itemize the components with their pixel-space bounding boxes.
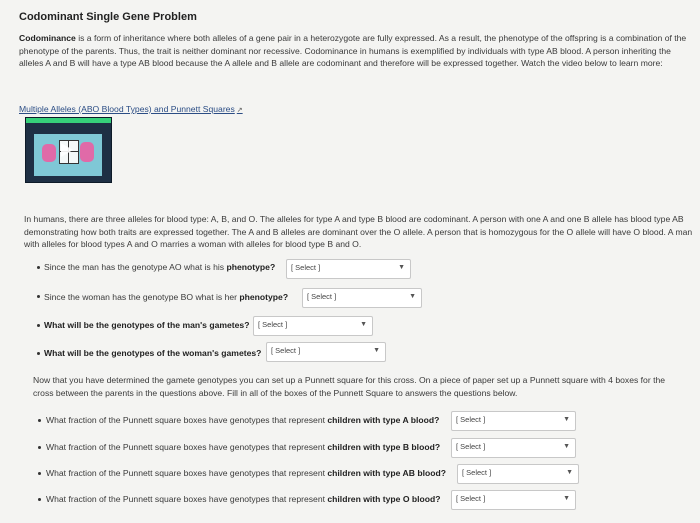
- question-type-a-fraction: What fraction of the Punnett square boxes have genotypes that represent children with type A blood?: [46, 415, 440, 425]
- bullet-icon: [37, 266, 40, 269]
- bullet-icon: [37, 324, 40, 327]
- cartoon-character-right: [80, 142, 94, 162]
- chevron-down-icon: ▼: [566, 469, 573, 476]
- question-type-b-fraction: What fraction of the Punnett square boxes have genotypes that represent children with type B blood?: [46, 442, 441, 452]
- woman-phenotype-select[interactable]: [ Select ] ▼: [302, 288, 422, 308]
- man-phenotype-select[interactable]: [ Select ] ▼: [286, 259, 411, 279]
- question-type-o-fraction: What fraction of the Punnett square boxes have genotypes that represent children with type O blood?: [46, 494, 441, 504]
- question-man-phenotype: Since the man has the genotype AO what is his phenotype?: [44, 262, 276, 272]
- man-gametes-select[interactable]: [ Select ] ▼: [253, 316, 373, 336]
- video-header-stripe: [26, 118, 111, 123]
- intro-text: is a form of inheritance where both alleles of a gene pair in a heterozygote are fully expressed. As a result, the phenotype of the offspring is a combination of the phenotype of the parents. Thus, the trait is neither dominant nor recessive. Codominance in humans is exemplified by individuals with type AB blood. A person inheriting the alleles A and B will have a type AB blood because the A allele and B allele are codominant and therefore will be expressed together. Watch the video below to learn more:: [19, 33, 687, 68]
- type-a-fraction-select[interactable]: [ Select ] ▼: [451, 411, 576, 431]
- page-title: Codominant Single Gene Problem: [19, 11, 197, 23]
- intro-term: Codominance: [19, 33, 76, 43]
- chevron-down-icon: ▼: [563, 443, 570, 450]
- question-woman-gametes: What will be the genotypes of the woman's gametes?: [44, 348, 262, 358]
- video-link-label[interactable]: Multiple Alleles (ABO Blood Types) and Punnett Squares: [19, 104, 235, 114]
- chevron-down-icon: ▼: [409, 293, 416, 300]
- chevron-down-icon: ▼: [360, 321, 367, 328]
- bullet-icon: [38, 419, 41, 422]
- blood-type-paragraph: In humans, there are three alleles for blood type: A, B, and O. The alleles for type A and type B blood are codominant. A person with one A and one B allele has blood type AB demonstrating how both traits are expressed together. The A and B alleles are dominant over the O allele. A person that is homozygous for the O allele will have O blood. A man with alleles for blood types A and O marries a woman with alleles for blood type B and O.: [24, 214, 693, 249]
- play-icon: [61, 143, 73, 157]
- question-woman-phenotype: Since the woman has the genotype BO what is her phenotype?: [44, 292, 289, 302]
- type-ab-fraction-select[interactable]: [ Select ] ▼: [457, 464, 579, 484]
- video-link[interactable]: [19, 104, 243, 114]
- type-o-fraction-select[interactable]: [ Select ] ▼: [451, 490, 576, 510]
- cartoon-character-left: [42, 144, 56, 162]
- external-link-icon: ↗: [236, 107, 243, 114]
- question-type-ab-fraction: What fraction of the Punnett square boxes have genotypes that represent children with type AB blood?: [46, 468, 446, 478]
- bullet-icon: [38, 498, 41, 501]
- chevron-down-icon: ▼: [563, 495, 570, 502]
- intro-paragraph: [19, 32, 689, 70]
- question-man-gametes: What will be the genotypes of the man's gametes?: [44, 320, 250, 330]
- chevron-down-icon: ▼: [398, 264, 405, 271]
- type-b-fraction-select[interactable]: [ Select ] ▼: [451, 438, 576, 458]
- punnett-paragraph: Now that you have determined the gamete genotypes you can set up a Punnett square for this cross. On a piece of paper set up a Punnett square with 4 boxes for the cross between the parents in the questions above. Fill in all of the boxes of the Punnett Square to answers the questions below.: [33, 375, 666, 398]
- chevron-down-icon: ▼: [563, 416, 570, 423]
- bullet-icon: [37, 295, 40, 298]
- bullet-icon: [38, 472, 41, 475]
- bullet-icon: [37, 352, 40, 355]
- bullet-icon: [38, 446, 41, 449]
- video-thumbnail[interactable]: [25, 117, 112, 183]
- chevron-down-icon: ▼: [373, 347, 380, 354]
- woman-gametes-select[interactable]: [ Select ] ▼: [266, 342, 386, 362]
